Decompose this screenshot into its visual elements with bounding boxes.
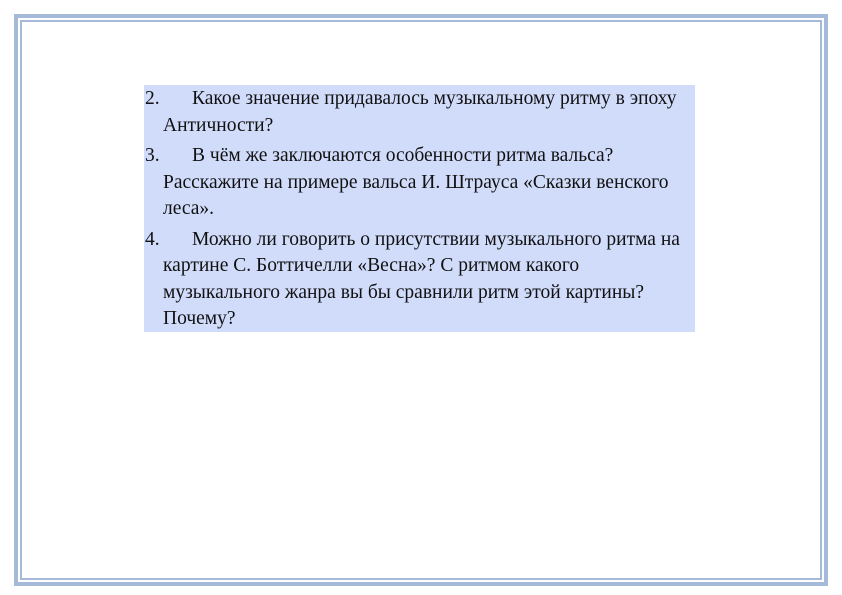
question-list [144,85,695,332]
question-text: Можно ли говорить о присутствии музыкального ритма на картине С. Боттичелли «Весна»? С ритмом какого музыкального жанра вы бы сравнили ритм этой картины? Почему? [163,228,680,329]
question-text: В чём же заключаются особенности ритма вальса? Расскажите на примере вальса И. Штрауса «Сказки венского леса». [163,145,669,219]
question-item [145,86,689,143]
question-number: 2. [145,88,160,109]
question-item [145,143,689,227]
question-text: Какое значение придавалось музыкальному ритму в эпоху Античности? [163,88,677,136]
question-number: 4. [145,228,160,250]
question-number: 3. [145,145,160,166]
question-item [145,227,689,337]
